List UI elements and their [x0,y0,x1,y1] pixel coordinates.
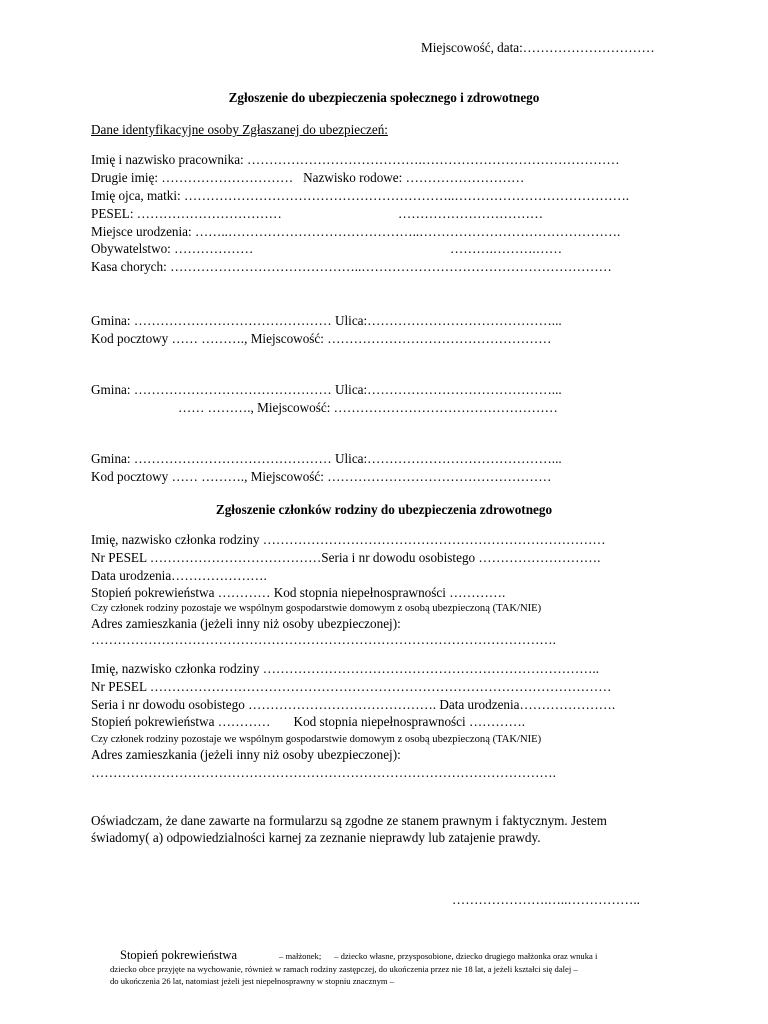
pesel-field[interactable]: PESEL: …………………………… [91,206,282,221]
member1-birthdate-field[interactable]: Data urodzenia…………………. [91,568,267,583]
member2-address-field[interactable]: ……………………………………………………………………………………………. [91,765,556,780]
member1-kinship-disability-field[interactable]: Stopień pokrewieństwa ………… Kod stopnia niepełnosprawności …………. [91,585,506,600]
footnote-label: Stopień pokrewieństwa [120,948,237,962]
footnote-line-1: – małżonek; – dziecko własne, przysposobione, dziecko drugiego małżonka oraz wnuka i [279,951,598,961]
employee-name-field[interactable]: Imię i nazwisko pracownika: ………………………………….……………………………………… [91,152,620,167]
address1-postal-city[interactable]: Kod pocztowy …… ………., Miejscowość: …………………………………………… [91,331,552,346]
signature-line[interactable]: ………………….…..…………….. [452,892,640,907]
member1-pesel-id-field[interactable]: Nr PESEL …………………………………Seria i nr dowodu osobistego ………………………. [91,550,601,565]
address2-postal-city[interactable]: …… ………., Miejscowość: …………………………………………… [178,400,558,415]
member2-address-label: Adres zamieszkania (jeżeli inny niż osoby ubezpieczonej): [91,747,401,762]
member2-name-field[interactable]: Imię, nazwisko członka rodziny ………………………………………………………………….. [91,661,600,676]
member1-household-question: Czy członek rodziny pozostaje we wspólnym gospodarstwie domowym z osobą ubezpieczoną (TAK/NIE) [91,603,542,614]
second-name-field[interactable]: Drugie imię: ………………………… Nazwisko rodowe: ……………………… [91,170,525,185]
family-section-title: Zgłoszenie członków rodziny do ubezpieczenia zdrowotnego [215,502,553,517]
member2-household-question: Czy członek rodziny pozostaje we wspólnym gospodarstwie domowym z osobą ubezpieczoną (TAK/NIE) [91,734,542,745]
health-fund-field[interactable]: Kasa chorych: ……………………………………..………………………………………………… [91,259,612,274]
member2-kinship-disability-field[interactable]: Stopień pokrewieństwa ………… Kod stopnia niepełnosprawności …………. [91,714,526,729]
footnote-line-3: do ukończenia 26 lat, natomiast jeżeli jest niepełnosprawny w stopniu znacznym – [110,976,394,986]
address1-gmina-street[interactable]: Gmina: ……………………………………… Ulica:……………………………………... [91,313,562,328]
address2-gmina-street[interactable]: Gmina: ……………………………………… Ulica:……………………………………... [91,382,562,397]
citizenship-field[interactable]: Obywatelstwo: ……………… [91,241,254,256]
address3-postal-city[interactable]: Kod pocztowy …… ………., Miejscowość: …………………………………………… [91,469,552,484]
declaration-line-1: Oświadczam, że dane zawarte na formularzu są zgodne ze stanem prawnym i faktycznym. Jestem [91,813,607,828]
member1-address-label: Adres zamieszkania (jeżeli inny niż osoby ubezpieczonej): [91,616,401,631]
address3-gmina-street[interactable]: Gmina: ……………………………………… Ulica:……………………………………... [91,451,562,466]
section-heading-identification: Dane identyfikacyjne osoby Zgłaszanej do ubezpieczeń: [91,122,388,137]
member2-id-birthdate-field[interactable]: Seria i nr dowodu osobistego ……………………………………. Data urodzenia…………………. [91,697,616,712]
declaration-line-2: świadomy( a) odpowiedzialności karnej za zeznanie nieprawdy lub zatajenie prawdy. [91,830,541,845]
birthplace-field[interactable]: Miejsce urodzenia: ……..……………………………………..………………………………………. [91,224,621,239]
pesel-extra-field[interactable]: …………………………… [398,206,544,221]
member2-pesel-field[interactable]: Nr PESEL …………………………………………………………………………………………… [91,679,612,694]
form-title: Zgłoszenie do ubezpieczenia społecznego i zdrowotnego [228,90,540,105]
parents-names-field[interactable]: Imię ojca, matki: ……………………………………………………..…………………………………. [91,188,630,203]
footnote-line-2: dziecko obce przyjęte na wychowanie, również w ramach rodziny zastępczej, do ukończenia przez nie 18 lat, a jeżeli kształci się dalej – [110,964,578,974]
place-date-line[interactable]: Miejscowość, data:………………………… [421,40,655,55]
member1-address-field[interactable]: ……………………………………………………………………………………………. [91,632,556,647]
citizenship-extra-field[interactable]: ……….……….…… [450,241,563,256]
member1-name-field[interactable]: Imię, nazwisko członka rodziny …………………………………………………………………… [91,532,606,547]
